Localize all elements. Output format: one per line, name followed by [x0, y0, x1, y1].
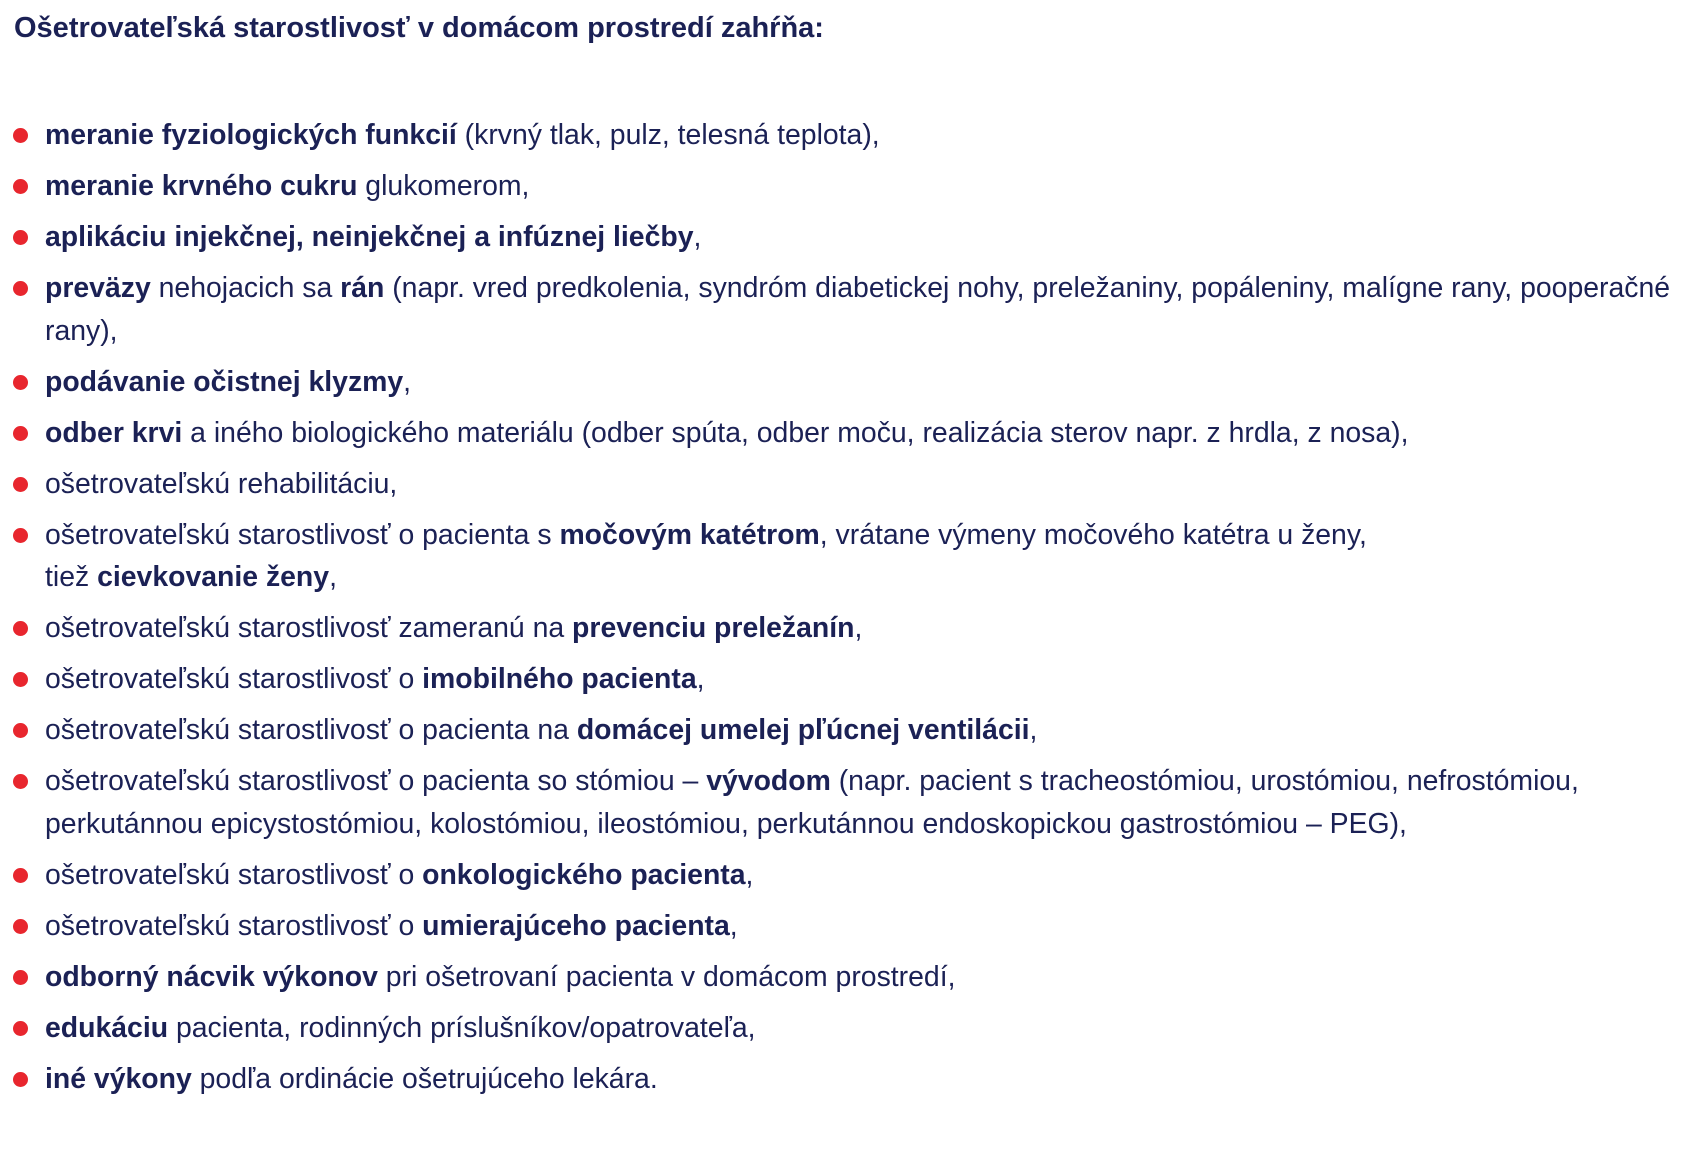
emphasized-text: domácej umelej pľúcnej ventilácii: [576, 714, 1030, 746]
item-text: ,: [1029, 714, 1038, 746]
item-text: ,: [329, 561, 337, 593]
item-text: ošetrovateľskú starostlivosť o pacienta na: [45, 714, 577, 746]
item-text: ošetrovateľskú starostlivosť o: [45, 663, 423, 695]
bullet-icon: [13, 230, 28, 245]
list-item: [0, 361, 1700, 404]
list-item: [0, 267, 1700, 352]
emphasized-text: meranie krvného cukru: [45, 170, 358, 202]
list-item: [0, 165, 1700, 208]
emphasized-text: iné výkony: [45, 1062, 192, 1095]
emphasized-text: edukáciu: [45, 1011, 169, 1044]
emphasized-text: odber krvi: [45, 416, 183, 449]
emphasized-text: podávanie očistnej klyzmy: [45, 365, 404, 398]
bullet-icon: [13, 528, 28, 543]
list-item: [0, 760, 1700, 845]
item-text: (napr. vred predkolenia, syndróm diabetickej nohy, preležaniny, popáleniny, malígne rany, pooperačné rany),: [45, 272, 1671, 347]
emphasized-text: meranie fyziologických funkcií: [45, 119, 457, 151]
list-item: [0, 114, 1700, 157]
list-item: [0, 658, 1700, 701]
bullet-icon: [13, 281, 28, 296]
list-item: [0, 463, 1700, 506]
list-item: [0, 607, 1700, 650]
bullet-icon: [13, 1021, 28, 1036]
item-text: glukomerom,: [357, 170, 530, 202]
item-text: a iného biologického materiálu (odber spúta, odber moču, realizácia sterov napr. z hrdla, z nosa),: [182, 416, 1409, 449]
item-text: ošetrovateľskú rehabilitáciu,: [45, 467, 398, 500]
emphasized-text: rán: [340, 272, 385, 304]
item-text: ,: [693, 221, 702, 253]
bullet-icon: [13, 426, 28, 441]
list-item: [0, 709, 1700, 752]
bullet-icon: [13, 128, 28, 143]
bullet-icon: [13, 774, 28, 789]
list-item: [0, 854, 1700, 897]
emphasized-text: odborný nácvik výkonov: [45, 960, 378, 993]
emphasized-text: preväzy: [45, 272, 151, 304]
emphasized-text: vývodom: [706, 765, 831, 797]
item-text: ošetrovateľskú starostlivosť o pacienta so stómiou –: [45, 765, 707, 797]
bullet-icon: [13, 375, 28, 390]
emphasized-text: onkologického pacienta: [422, 858, 746, 891]
list-item: [0, 1058, 1700, 1101]
item-text: ošetrovateľskú starostlivosť o: [45, 858, 423, 891]
emphasized-text: močovým katétrom: [559, 518, 820, 551]
item-text: ,: [696, 663, 705, 695]
item-text: podľa ordinácie ošetrujúceho lekára.: [191, 1062, 658, 1095]
bullet-icon: [13, 919, 28, 934]
page-heading: Ošetrovateľská starostlivosť v domácom prostredí zahŕňa:: [14, 12, 824, 44]
item-text: , vrátane výmeny močového katétra u ženy,: [819, 518, 1367, 551]
item-text: pri ošetrovaní pacienta v domácom prostredí,: [377, 960, 956, 993]
list-item: [0, 905, 1700, 948]
item-text: ,: [403, 365, 412, 398]
item-text: nehojacich sa: [150, 272, 341, 304]
item-text: pacienta, rodinných príslušníkov/opatrovateľa,: [168, 1011, 756, 1044]
bullet-icon: [13, 1072, 28, 1087]
list-item: [0, 1007, 1700, 1050]
bullet-icon: [13, 179, 28, 194]
bullet-icon: [13, 723, 28, 738]
list-item: [0, 216, 1700, 259]
bullet-icon: [13, 477, 28, 492]
item-text: ošetrovateľskú starostlivosť o pacienta s: [45, 518, 560, 551]
item-text: (napr. pacient s tracheostómiou, urostómiou, nefrostómiou, perkutánnou epicystostómiou, kolostómiou, ileostómiou, perkutánnou endoskopickou gastrostómiou – PEG),: [45, 765, 1579, 840]
item-text: ošetrovateľskú starostlivosť o: [45, 909, 423, 942]
item-text: ,: [854, 612, 863, 644]
emphasized-text: prevenciu preležanín: [572, 612, 855, 644]
emphasized-text: aplikáciu injekčnej, neinjekčnej a infúznej liečby: [45, 221, 694, 253]
item-text: ošetrovateľskú starostlivosť zameranú na: [45, 612, 573, 644]
emphasized-text: imobilného pacienta: [422, 663, 697, 695]
care-services-list: [0, 114, 1700, 1109]
bullet-icon: [13, 621, 28, 636]
list-item: [0, 956, 1700, 999]
item-text: (krvný tlak, pulz, telesná teplota),: [456, 119, 880, 151]
list-item: [0, 514, 1700, 599]
bullet-icon: [13, 970, 28, 985]
item-text: ,: [745, 858, 754, 891]
list-item: [0, 412, 1700, 455]
emphasized-text: umierajúceho pacienta: [422, 909, 730, 942]
bullet-icon: [13, 672, 28, 687]
emphasized-text: cievkovanie ženy: [97, 561, 330, 593]
item-text: ,: [729, 909, 738, 942]
item-text: tiež: [45, 561, 98, 593]
bullet-icon: [13, 868, 28, 883]
